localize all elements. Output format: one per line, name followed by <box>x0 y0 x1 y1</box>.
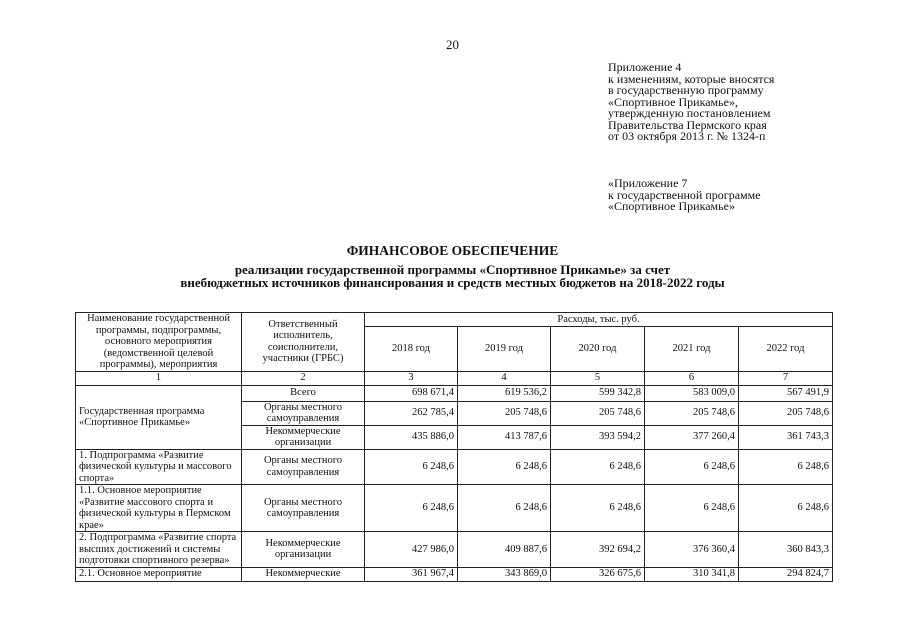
subtitle-line-2: внебюджетных источников финансирования и средств местных бюджетов на 2018-2022 годы <box>180 275 725 290</box>
value-cell: 393 594,2 <box>551 425 645 449</box>
header-name: Наименование государственной программы, подпрограммы, основного мероприятия (ведомственной целевой программы), мероприятия <box>76 313 242 372</box>
value-cell: 205 748,6 <box>739 401 833 425</box>
appendix-7-block <box>608 178 761 213</box>
value-cell: 6 248,6 <box>551 449 645 485</box>
value-cell: 343 869,0 <box>458 567 551 581</box>
value-cell: 409 887,6 <box>458 532 551 568</box>
value-cell: 294 824,7 <box>739 567 833 581</box>
financing-table <box>75 312 833 582</box>
value-cell: 619 536,2 <box>458 385 551 401</box>
value-cell: 360 843,3 <box>739 532 833 568</box>
value-cell: 583 009,0 <box>645 385 739 401</box>
header-expenses: Расходы, тыс. руб. <box>365 313 833 327</box>
value-cell: 205 748,6 <box>551 401 645 425</box>
value-cell: 326 675,6 <box>551 567 645 581</box>
column-number: 5 <box>551 371 645 385</box>
item-name-cell: 2. Подпрограмма «Развитие спорта высших достижений и системы подготовки спортивного резерва» <box>76 532 242 568</box>
responsible-cell: Органы местного самоуправления <box>242 449 365 485</box>
value-cell: 599 342,8 <box>551 385 645 401</box>
table-row <box>76 485 833 532</box>
responsible-cell: Всего <box>242 385 365 401</box>
value-cell: 6 248,6 <box>645 485 739 532</box>
table-row <box>76 385 833 401</box>
appendix-line: утвержденную постановлением <box>608 106 771 120</box>
document-subtitle <box>0 263 905 289</box>
header-year: 2021 год <box>645 327 739 371</box>
value-cell: 361 743,3 <box>739 425 833 449</box>
column-number: 6 <box>645 371 739 385</box>
responsible-cell: Некоммерческие организации <box>242 532 365 568</box>
table-header-row <box>76 313 833 327</box>
value-cell: 6 248,6 <box>365 485 458 532</box>
value-cell: 567 491,9 <box>739 385 833 401</box>
header-responsible: Ответственный исполнитель, соисполнители, участники (ГРБС) <box>242 313 365 372</box>
table-row <box>76 532 833 568</box>
value-cell: 6 248,6 <box>458 449 551 485</box>
responsible-cell: Некоммерческие организации <box>242 425 365 449</box>
appendix-line: к изменениям, которые вносятся <box>608 71 775 86</box>
value-cell: 6 248,6 <box>551 485 645 532</box>
header-year: 2018 год <box>365 327 458 371</box>
appendix-line: от 03 октября 2013 г. № 1324-п <box>608 129 766 143</box>
appendix-reference-block <box>608 62 774 143</box>
header-year: 2022 год <box>739 327 833 371</box>
column-number: 1 <box>76 371 242 385</box>
item-name-cell: 1.1. Основное мероприятие «Развитие массового спорта и физической культуры в Пермском крае» <box>76 485 242 532</box>
responsible-cell: Некоммерческие <box>242 567 365 581</box>
value-cell: 361 967,4 <box>365 567 458 581</box>
item-name-cell: 1. Подпрограмма «Развитие физической культуры и массового спорта» <box>76 449 242 485</box>
value-cell: 262 785,4 <box>365 401 458 425</box>
page-number: 20 <box>446 37 459 52</box>
value-cell: 377 260,4 <box>645 425 739 449</box>
column-number: 4 <box>458 371 551 385</box>
item-name-cell: 2.1. Основное мероприятие <box>76 567 242 581</box>
table-row <box>76 449 833 485</box>
header-year: 2020 год <box>551 327 645 371</box>
column-number: 3 <box>365 371 458 385</box>
document-title: ФИНАНСОВОЕ ОБЕСПЕЧЕНИЕ <box>346 243 559 258</box>
value-cell: 698 671,4 <box>365 385 458 401</box>
appendix-line: в государственную программу <box>608 83 764 97</box>
value-cell: 205 748,6 <box>645 401 739 425</box>
value-cell: 6 248,6 <box>739 449 833 485</box>
appendix-line: к государственной программе <box>608 187 761 202</box>
value-cell: 6 248,6 <box>645 449 739 485</box>
column-number-row <box>76 371 833 385</box>
responsible-cell: Органы местного самоуправления <box>242 485 365 532</box>
value-cell: 6 248,6 <box>458 485 551 532</box>
program-name-cell: Государственная программа «Спортивное Прикамье» <box>76 385 242 449</box>
value-cell: 413 787,6 <box>458 425 551 449</box>
value-cell: 427 986,0 <box>365 532 458 568</box>
appendix-line: Правительства Пермского края <box>608 117 767 132</box>
subtitle-line-1: реализации государственной программы «Спортивное Прикамье» за счет <box>234 262 671 277</box>
value-cell: 6 248,6 <box>365 449 458 485</box>
value-cell: 310 341,8 <box>645 567 739 581</box>
table-row <box>76 567 833 581</box>
appendix-line: «Спортивное Прикамье» <box>608 199 735 213</box>
responsible-cell: Органы местного самоуправления <box>242 401 365 425</box>
appendix-line: Приложение 4 <box>608 60 682 74</box>
appendix-line: «Спортивное Прикамье», <box>608 94 738 109</box>
value-cell: 6 248,6 <box>739 485 833 532</box>
header-year: 2019 год <box>458 327 551 371</box>
value-cell: 205 748,6 <box>458 401 551 425</box>
value-cell: 376 360,4 <box>645 532 739 568</box>
appendix-line: «Приложение 7 <box>608 176 688 190</box>
value-cell: 435 886,0 <box>365 425 458 449</box>
value-cell: 392 694,2 <box>551 532 645 568</box>
column-number: 7 <box>739 371 833 385</box>
column-number: 2 <box>242 371 365 385</box>
